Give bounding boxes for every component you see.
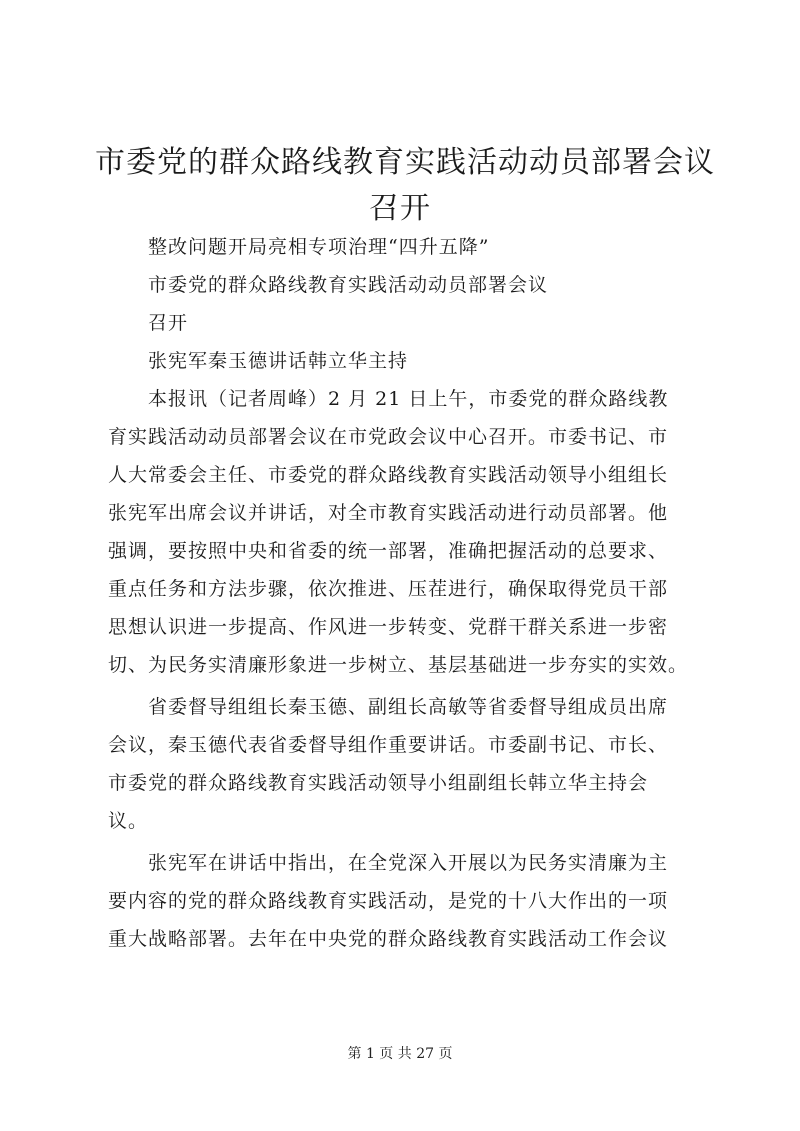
paragraph-line: 议。	[108, 810, 149, 832]
paragraph-line: 育实践活动动员部署会议在市党政会议中心召开。市委书记、市	[108, 426, 669, 448]
headline-4: 张宪军秦玉德讲话韩立华主持	[148, 350, 409, 372]
document-body	[108, 228, 698, 958]
paragraph-line: 本报讯（记者周峰）2 月 21 日上午，市委党的群众路线教	[148, 388, 669, 410]
paragraph-line: 思想认识进一步提高、作风进一步转变、党群干群关系进一步密	[108, 616, 669, 638]
paragraph-line: 张宪军出席会议并讲话，对全市教育实践活动进行动员部署。他	[108, 502, 669, 524]
paragraph-line: 省委督导组组长秦玉德、副组长高敏等省委督导组成员出席	[148, 696, 669, 718]
paragraph-line: 切、为民务实清廉形象进一步树立、基层基础进一步夯实的实效。	[108, 654, 689, 676]
title-line-1: 市委党的群众路线教育实践活动动员部署会议	[95, 145, 715, 180]
paragraph-2	[108, 688, 698, 840]
paragraph-line: 重大战略部署。去年在中央党的群众路线教育实践活动工作会议	[108, 928, 669, 950]
page-number-footer: 第 1 页 共 27 页	[347, 1046, 453, 1062]
title-line-2: 召开	[369, 191, 431, 226]
paragraph-line: 重点任务和方法步骤，依次推进、压茬进行，确保取得党员干部	[108, 578, 669, 600]
headline-3: 召开	[148, 312, 189, 334]
document-title	[95, 140, 715, 232]
headline-1: 整改问题开局亮相专项治理“四升五降”	[148, 236, 490, 258]
paragraph-line: 市委党的群众路线教育实践活动领导小组副组长韩立华主持会	[108, 772, 649, 794]
headline-2: 市委党的群众路线教育实践活动动员部署会议	[148, 274, 549, 296]
paragraph-line: 要内容的党的群众路线教育实践活动，是党的十八大作出的一项	[108, 890, 669, 912]
paragraph-1	[108, 380, 698, 684]
paragraph-line: 张宪军在讲话中指出，在全党深入开展以为民务实清廉为主	[148, 852, 669, 874]
paragraph-line: 人大常委会主任、市委党的群众路线教育实践活动领导小组组长	[108, 464, 669, 486]
paragraph-line: 强调，要按照中央和省委的统一部署，准确把握活动的总要求、	[108, 540, 669, 562]
paragraph-line: 会议，秦玉德代表省委督导组作重要讲话。市委副书记、市长、	[108, 734, 669, 756]
paragraph-3	[108, 844, 698, 958]
